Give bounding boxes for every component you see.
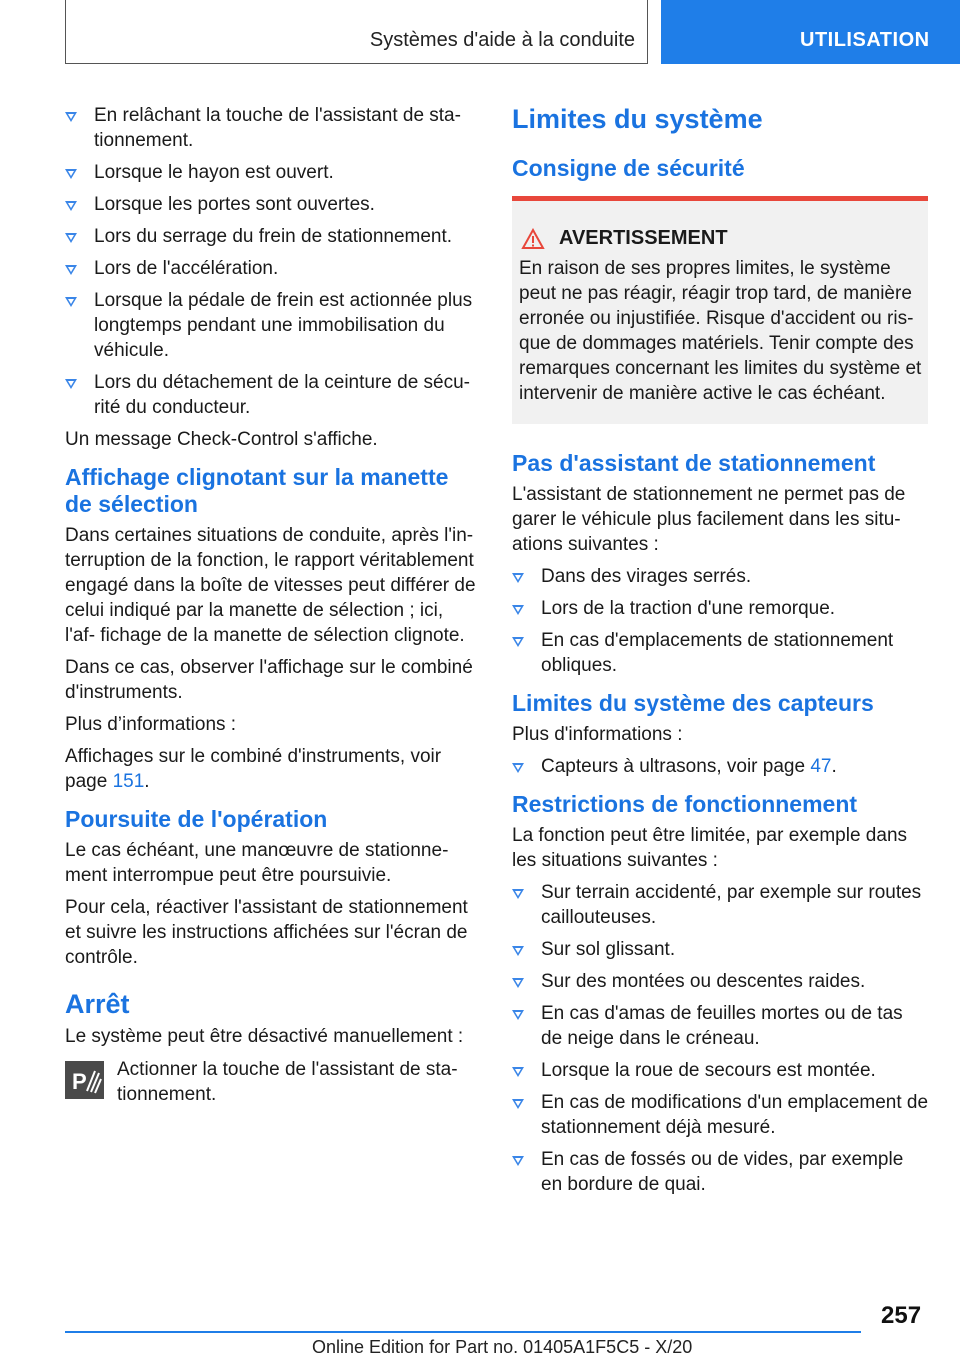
triangle-bullet-icon — [512, 1010, 524, 1020]
heading-arret: Arrêt — [65, 989, 130, 1019]
triangle-bullet-icon — [512, 637, 524, 647]
list-item: Lorsque la pédale de frein est actionnée plus longtemps pendant une immobilisation du véhicule. — [65, 288, 478, 363]
heading-pas-assistant: Pas d'assistant de stationnement — [512, 450, 876, 476]
page-link-47[interactable]: 47 — [810, 756, 832, 777]
triangle-bullet-icon — [65, 379, 77, 389]
header-section-title: Systèmes d'aide à la conduite — [369, 29, 635, 51]
left-column — [65, 103, 478, 1107]
list-item: Lorsque les portes sont ouvertes. — [65, 192, 478, 217]
paragraph: Pour cela, réactiver l'assistant de stationnement et suivre les instructions affichées sur l'écran de contrôle. — [65, 897, 468, 968]
svg-text:P: P — [72, 1069, 87, 1094]
paragraph: Plus d’informations : — [65, 714, 237, 735]
heading-poursuite: Poursuite de l'opération — [65, 806, 328, 832]
triangle-bullet-icon — [512, 889, 524, 899]
heading-limites: Limites du système — [512, 104, 763, 134]
triangle-bullet-icon — [65, 201, 77, 211]
triangle-bullet-icon — [512, 1099, 524, 1109]
right-column — [512, 103, 928, 1204]
paragraph: Affichages sur le combiné d'instruments, voir page 151. — [65, 746, 442, 792]
warning-box — [512, 196, 928, 424]
check-control-text: Un message Check-Control s'affiche. — [65, 429, 378, 450]
triangle-bullet-icon — [65, 233, 77, 243]
list-item: En cas de modifications d'un emplacement de stationnement déjà mesuré. — [512, 1090, 928, 1140]
paragraph: Plus d'informations : — [512, 724, 683, 745]
list-item: Lorsque la roue de secours est montée. — [512, 1058, 928, 1083]
heading-consigne: Consigne de sécurité — [512, 155, 745, 181]
paragraph: Dans ce cas, observer l'affichage sur le combiné d'instruments. — [65, 657, 473, 703]
list-item: En cas de fossés ou de vides, par exemple en bordure de quai. — [512, 1147, 928, 1197]
triangle-bullet-icon — [65, 297, 77, 307]
list-item: Lors de la traction d'une remorque. — [512, 596, 928, 621]
warning-text: En raison de ses propres limites, le système peut ne pas réagir, réagir trop tard, de manière erronée ou injustifiée. Risque d'accident ou ris- que de dommages matériels. Tenir compte des remarques concernant les limites du système et intervenir de manière active le cas échéant. — [519, 258, 922, 404]
list-item: Sur terrain accidenté, par exemple sur routes caillouteuses. — [512, 880, 928, 930]
triangle-bullet-icon — [512, 605, 524, 615]
paragraph: Actionner la touche de l'assistant de sta- tionnement. — [117, 1059, 458, 1105]
triangle-bullet-icon — [512, 1067, 524, 1077]
list-item: En cas d'emplacements de stationnement obliques. — [512, 628, 928, 678]
warning-title: AVERTISSEMENT — [519, 227, 922, 250]
triangle-bullet-icon — [65, 169, 77, 179]
list-item: Capteurs à ultrasons, voir page 47. — [512, 754, 928, 779]
footer-edition: Online Edition for Part no. 01405A1F5C5 - X/20 — [312, 1337, 693, 1357]
list-item: Lors du serrage du frein de stationnement. — [65, 224, 478, 249]
list-item: En relâchant la touche de l'assistant de sta- tionnement. — [65, 103, 478, 153]
parking-assist-instruction — [65, 1057, 478, 1107]
page-number: 257 — [881, 1302, 922, 1329]
triangle-bullet-icon — [512, 1156, 524, 1166]
triangle-bullet-icon — [65, 112, 77, 122]
triangle-bullet-icon — [512, 978, 524, 988]
list-item: En cas d'amas de feuilles mortes ou de tas de neige dans le créneau. — [512, 1001, 928, 1051]
list-item: Sur des montées ou descentes raides. — [512, 969, 928, 994]
list-item: Lorsque le hayon est ouvert. — [65, 160, 478, 185]
heading-affichage: Affichage clignotant sur la manette de sélection — [65, 464, 449, 517]
triangle-bullet-icon — [512, 946, 524, 956]
heading-capteurs: Limites du système des capteurs — [512, 690, 874, 716]
paragraph: La fonction peut être limitée, par exemple dans les situations suivantes : — [512, 825, 908, 871]
triangle-bullet-icon — [512, 763, 524, 773]
footer-divider — [65, 1331, 861, 1333]
paragraph: L'assistant de stationnement ne permet pas de garer le véhicule plus facilement dans les situ- ations suivantes : — [512, 484, 906, 555]
list-item: Lors du détachement de la ceinture de sécu- rité du conducteur. — [65, 370, 478, 420]
page-link-151[interactable]: 151 — [112, 771, 145, 792]
list-item: Lors de l'accélération. — [65, 256, 478, 281]
parking-assistant-button-icon — [65, 1061, 104, 1099]
paragraph: Dans certaines situations de conduite, après l'in- terruption de la fonction, le rapport véritablement engagé dans la boîte de vitesses peut différer de celui indiqué par la manette de sélection ; ici, l'af- fichage de la manette de sélection clignote. — [65, 525, 476, 646]
paragraph: Le système peut être désactivé manuellement : — [65, 1026, 464, 1047]
warning-triangle-icon — [521, 228, 545, 250]
header-section-box — [65, 0, 648, 64]
paragraph: Le cas échéant, une manœuvre de stationne- ment interrompue peut être poursuivie. — [65, 840, 449, 886]
header-tab-label: UTILISATION — [800, 29, 930, 51]
header-tab — [661, 0, 960, 64]
list-item: Sur sol glissant. — [512, 937, 928, 962]
heading-restrictions: Restrictions de fonctionnement — [512, 791, 858, 817]
triangle-bullet-icon — [512, 573, 524, 583]
list-item: Dans des virages serrés. — [512, 564, 928, 589]
triangle-bullet-icon — [65, 265, 77, 275]
